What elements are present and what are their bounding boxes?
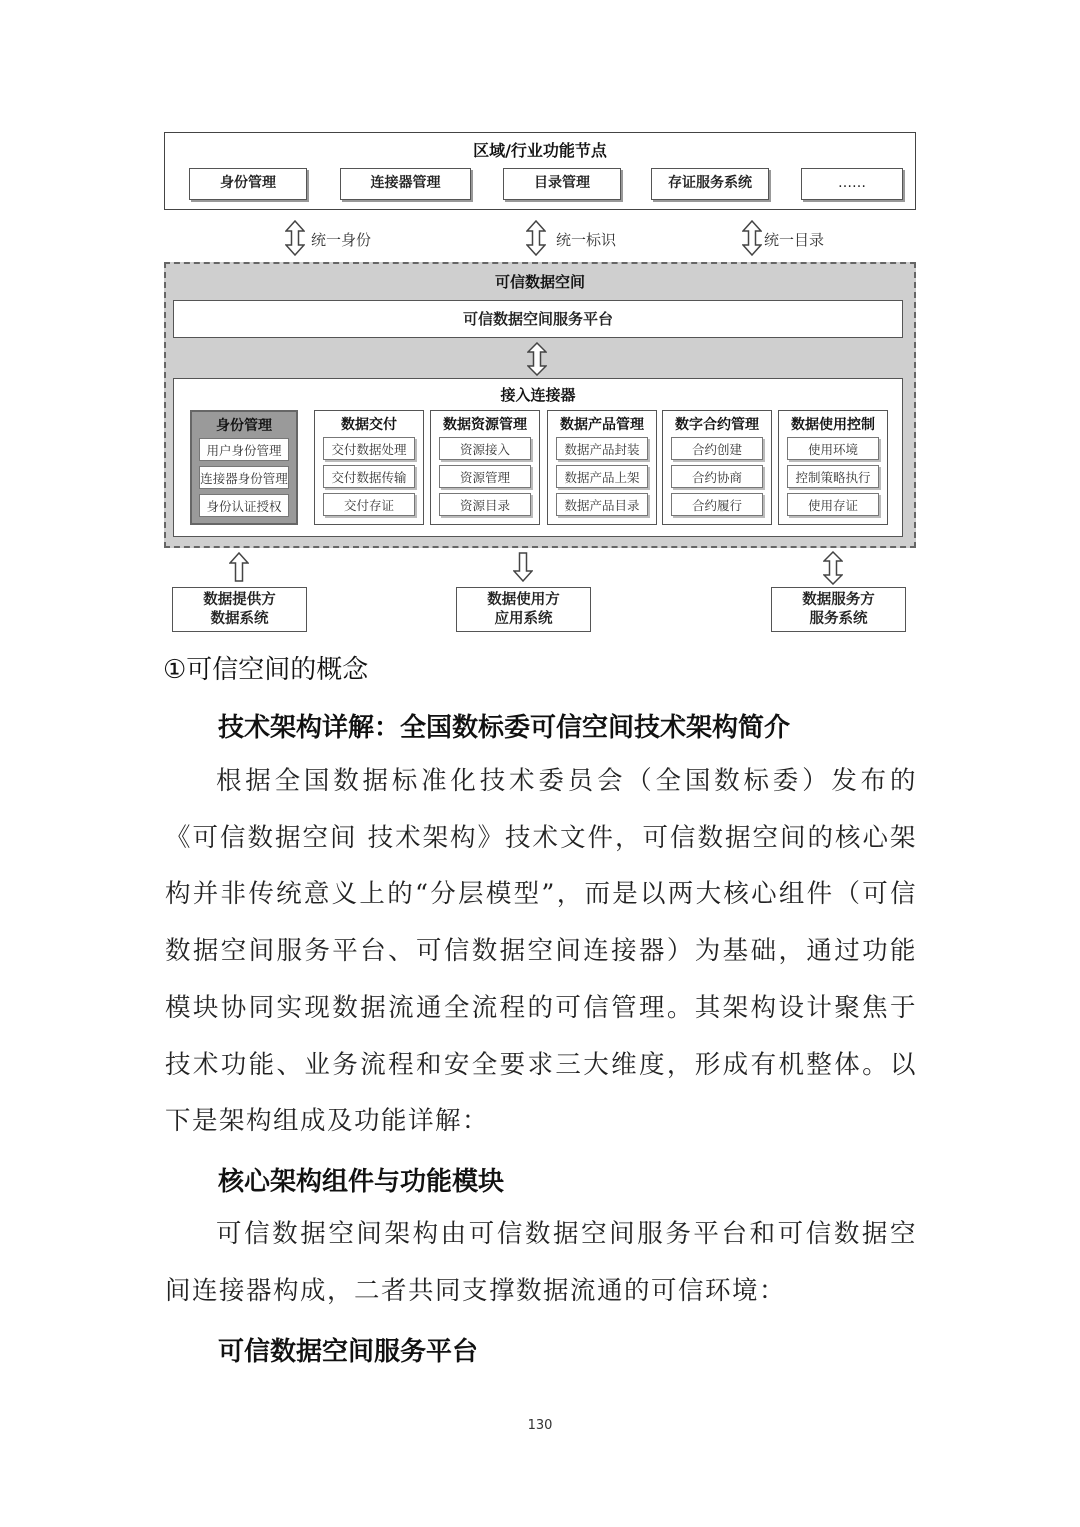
region-node-item: 目录管理 xyxy=(503,168,621,200)
module-item: 使用环境 xyxy=(787,437,879,460)
module-title: 数据资源管理 xyxy=(443,417,527,433)
module-contract xyxy=(662,410,772,525)
party-line: 数据服务方 xyxy=(802,592,875,609)
heading-core-components: 核心架构组件与功能模块 xyxy=(218,1167,505,1197)
module-title: 数据交付 xyxy=(341,417,397,433)
up-arrow-icon xyxy=(229,552,249,582)
down-arrow-icon xyxy=(513,552,533,582)
region-node-item: 身份管理 xyxy=(189,168,307,200)
module-identity xyxy=(190,410,298,525)
module-item: 控制策略执行 xyxy=(787,465,879,488)
data-provider-box xyxy=(172,587,307,632)
section-title: ①可信空间的概念 xyxy=(163,655,369,685)
module-delivery xyxy=(314,410,424,525)
party-line: 应用系统 xyxy=(494,610,553,627)
paragraph: 可信数据空间架构由可信数据空间服务平台和可信数据空间连接器构成，二者共同支撑数据流通的可信环境： xyxy=(165,1219,917,1306)
module-item: 合约创建 xyxy=(671,437,763,460)
double-arrow-icon xyxy=(526,220,546,256)
module-title: 数据使用控制 xyxy=(791,417,875,433)
module-title: 身份管理 xyxy=(216,418,272,434)
module-item: 数据产品上架 xyxy=(556,465,648,488)
module-item: 交付数据传输 xyxy=(323,465,415,488)
module-item: 合约协商 xyxy=(671,465,763,488)
module-item: 资源管理 xyxy=(439,465,531,488)
unify-identity-label: 统一身份 xyxy=(311,231,372,249)
service-platform-box: 可信数据空间服务平台 xyxy=(173,300,903,338)
heading-service-platform: 可信数据空间服务平台 xyxy=(218,1337,479,1367)
party-line: 服务系统 xyxy=(809,610,868,627)
double-arrow-icon xyxy=(823,551,843,585)
heading-tech-architecture: 技术架构详解：全国数标委可信空间技术架构简介 xyxy=(218,713,791,743)
module-item: 合约履行 xyxy=(671,493,763,516)
connector-title: 接入连接器 xyxy=(500,386,576,404)
party-line: 数据使用方 xyxy=(487,592,560,609)
region-node-item: 连接器管理 xyxy=(340,168,471,200)
module-item: 身份认证授权 xyxy=(199,494,289,517)
page-number: 130 xyxy=(527,1418,553,1433)
module-item: 资源接入 xyxy=(439,437,531,460)
trusted-data-space-title: 可信数据空间 xyxy=(494,273,585,291)
module-item: 使用存证 xyxy=(787,493,879,516)
module-item: 数据产品目录 xyxy=(556,493,648,516)
module-title: 数据产品管理 xyxy=(560,417,644,433)
party-line: 数据系统 xyxy=(210,610,269,627)
module-item: 用户身份管理 xyxy=(199,438,289,461)
paragraph: 根据全国数据标准化技术委员会（全国数标委）发布的《可信数据空间 技术架构》技术文件，可信数据空间的核心架构并非传统意义上的“分层模型”，而是以两大核心组件（可信数据空间服务平台、可信数据空间连接器）为基础，通过功能模块协同实现数据流通全流程的可信管理。其架构设计聚焦于技术功能、业务流程和安全要求三大维度，形成有机整体。以下是架构组成及功能详解： xyxy=(165,766,917,1137)
module-item: 资源目录 xyxy=(439,493,531,516)
data-service-box xyxy=(771,587,906,632)
double-arrow-icon xyxy=(527,342,547,376)
module-item: 连接器身份管理 xyxy=(199,466,289,489)
module-item: 交付存证 xyxy=(323,493,415,516)
party-line: 数据提供方 xyxy=(203,592,276,609)
double-arrow-icon xyxy=(285,220,305,256)
architecture-diagram xyxy=(0,0,1080,640)
module-resource xyxy=(430,410,540,525)
double-arrow-icon xyxy=(742,220,762,256)
module-item: 交付数据处理 xyxy=(323,437,415,460)
region-node-item: 存证服务系统 xyxy=(651,168,769,200)
unify-id-label: 统一标识 xyxy=(556,231,617,249)
region-node-item: …… xyxy=(801,168,903,200)
region-node-title: 区域/行业功能节点 xyxy=(473,141,607,160)
unify-catalog-label: 统一目录 xyxy=(764,231,825,249)
data-consumer-box xyxy=(456,587,591,632)
module-usage-control xyxy=(778,410,888,525)
module-item: 数据产品封装 xyxy=(556,437,648,460)
module-product xyxy=(547,410,657,525)
module-title: 数字合约管理 xyxy=(675,417,759,433)
